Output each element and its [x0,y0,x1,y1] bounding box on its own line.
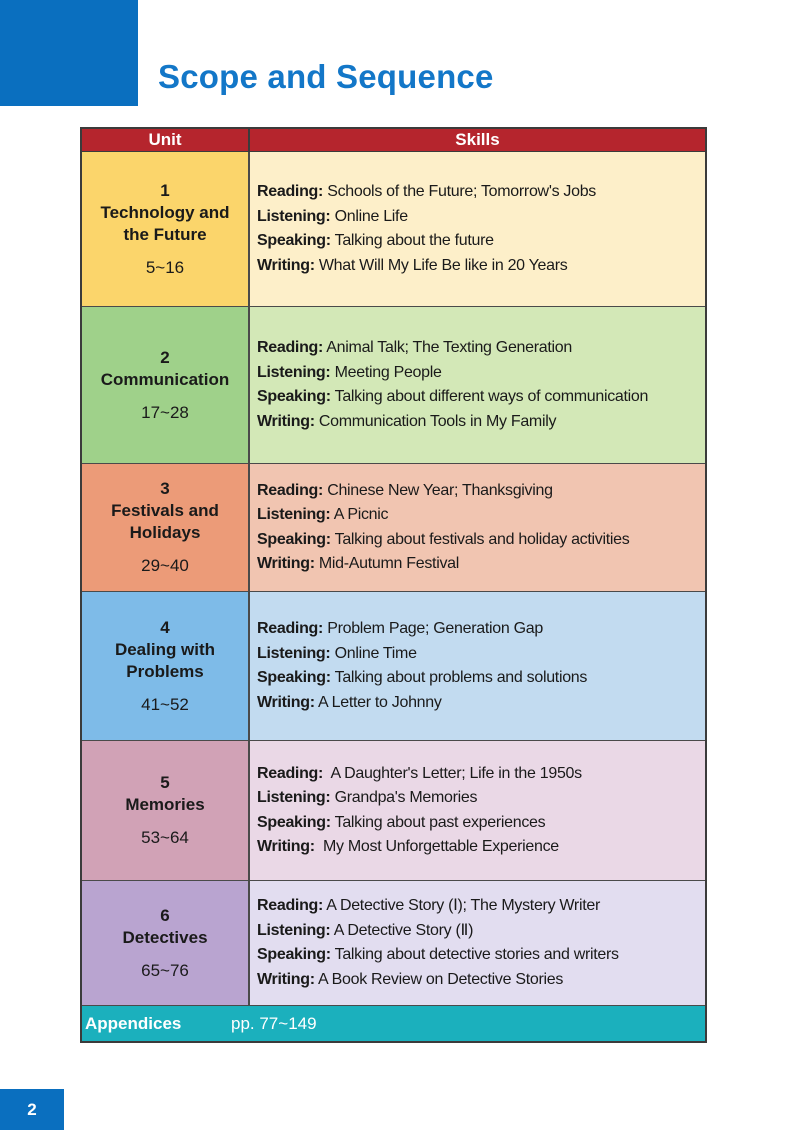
skill-label: Writing: [257,970,315,988]
skill-line [257,336,705,361]
unit-row [82,592,705,741]
skills-cell [250,881,705,1005]
skill-text: Talking about different ways of communication [330,388,649,405]
skill-text: Grandpa's Memories [330,789,478,806]
skill-label: Listening: [257,506,331,523]
page-title: Scope and Sequence [158,58,494,95]
unit-number: 4 [160,617,170,637]
skill-line [257,552,705,577]
skills-cell [250,592,705,740]
unit-number: 3 [160,479,170,498]
skill-line [257,410,705,435]
skill-label: Writing: [257,693,315,711]
unit-pages: 5~16 [145,257,185,277]
skill-text: Schools of the Future; Tomorrow's Jobs [323,183,597,200]
skill-line [257,762,705,787]
unit-pages: 53~64 [141,828,189,847]
skill-line [257,254,705,279]
skill-text: Communication Tools in My Family [314,412,557,430]
skill-label: Writing: [257,256,315,274]
skill-text: Online Time [330,644,417,662]
skill-text: Talking about past experiences [330,813,546,831]
skill-line [257,811,705,836]
skill-label: Speaking: [257,388,331,405]
skill-text: A Daughter's Letter; Life in the 1950s [323,764,582,782]
unit-cell [82,741,250,880]
skills-cell [250,741,705,880]
unit-number: 2 [160,347,170,367]
skill-label: Reading: [257,481,324,499]
skill-text: A Book Review on Detective Stories [314,970,564,988]
unit-title: Dealing with Problems [114,639,216,681]
skill-label: Speaking: [257,232,331,249]
unit-number: 1 [160,180,170,200]
skill-label: Reading: [257,897,324,914]
header-unit: Unit [82,129,250,151]
skill-label: Speaking: [257,946,331,963]
unit-number: 6 [160,905,170,925]
unit-row [82,307,705,464]
skill-line [257,894,705,919]
unit-cell [82,592,250,740]
unit-row [82,741,705,881]
table-header-row [82,129,705,152]
skill-text: A Letter to Johnny [314,693,442,711]
skill-line [257,180,705,205]
skill-label: Reading: [257,764,324,782]
unit-pages: 65~76 [141,960,189,980]
skills-cell [250,464,705,591]
unit-pages: 17~28 [141,402,189,422]
unit-cell [82,307,250,463]
skills-cell [250,307,705,463]
header-skills: Skills [455,130,500,149]
skill-line [257,642,705,667]
skill-text: What Will My Life Be like in 20 Years [314,256,568,274]
skill-label: Listening: [257,363,331,381]
skill-line [257,943,705,968]
skill-label: Speaking: [257,669,331,686]
appendices-row [82,1006,705,1041]
unit-row [82,881,705,1006]
unit-cell [82,881,250,1005]
skill-text: Problem Page; Generation Gap [323,620,543,637]
skill-label: Listening: [257,644,331,662]
skill-text: A Detective Story (Ⅱ) [330,921,474,939]
skill-line [257,503,705,528]
skill-line [257,968,705,993]
skill-text: My Most Unforgettable Experience [314,838,559,855]
skill-label: Listening: [257,789,331,806]
unit-pages: 41~52 [141,694,189,714]
skill-line [257,528,705,553]
appendices-label: Appendices [85,1013,182,1033]
unit-title: Festivals and Holidays [111,501,219,542]
skill-text: Meeting People [330,363,442,381]
corner-accent-block [0,0,138,106]
skill-text: Animal Talk; The Texting Generation [323,339,572,356]
scope-sequence-table [80,127,707,1043]
skill-text: Talking about detective stories and writers [330,946,619,963]
skill-line [257,691,705,716]
skill-label: Writing: [257,838,315,855]
skill-label: Reading: [257,620,324,637]
skill-line [257,666,705,691]
skill-text: A Detective Story (Ⅰ); The Mystery Writer [323,897,600,914]
skill-line [257,385,705,410]
unit-pages: 29~40 [141,556,189,575]
skill-label: Listening: [257,207,331,225]
unit-cell [82,152,250,306]
appendices-pages: pp. 77~149 [231,1013,317,1033]
page-number: 2 [0,1089,64,1130]
unit-number: 5 [160,773,170,792]
skill-label: Speaking: [257,813,331,831]
unit-row [82,152,705,307]
skill-text: A Picnic [330,506,389,523]
skill-text: Talking about problems and solutions [330,669,588,686]
unit-title: Communication [100,369,230,389]
skill-line [257,919,705,944]
skill-label: Writing: [257,412,315,430]
skill-line [257,617,705,642]
skill-line [257,786,705,811]
skills-cell [250,152,705,306]
unit-cell [82,464,250,591]
skill-label: Reading: [257,183,324,200]
skill-text: Talking about the future [330,232,494,249]
skill-line [257,361,705,386]
skill-text: Online Life [330,207,408,225]
unit-title: Detectives [122,927,208,947]
unit-title: Memories [125,795,205,814]
skill-line [257,835,705,860]
skill-label: Speaking: [257,530,331,548]
skill-label: Writing: [257,555,315,572]
unit-row [82,464,705,592]
skill-line [257,205,705,230]
unit-title: Technology and the Future [100,202,230,244]
skill-label: Reading: [257,339,324,356]
skill-text: Mid-Autumn Festival [314,555,460,572]
skill-text: Talking about festivals and holiday activities [330,530,630,548]
skill-line [257,229,705,254]
skill-text: Chinese New Year; Thanksgiving [323,481,553,499]
skill-label: Listening: [257,921,331,939]
skill-line [257,479,705,504]
